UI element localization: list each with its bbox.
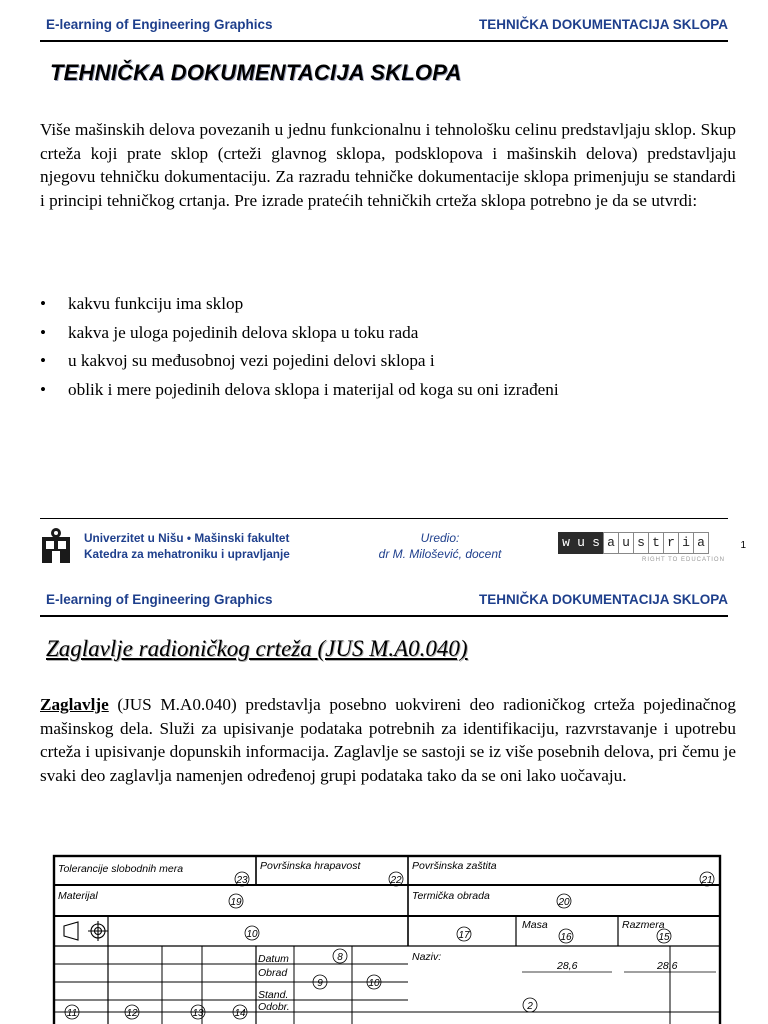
university-name: Univerzitet u Nišu • Mašinski fakultet xyxy=(84,531,290,545)
slide-footer xyxy=(40,520,746,570)
slide-header xyxy=(40,14,728,36)
course-title: E-learning of Engineering Graphics xyxy=(46,17,273,32)
svg-text:20: 20 xyxy=(558,897,570,908)
svg-text:16: 16 xyxy=(560,932,572,943)
ref-number xyxy=(233,1005,247,1019)
ref-number xyxy=(457,927,471,941)
date-label: Datum xyxy=(258,953,289,965)
university-info xyxy=(84,530,290,562)
ref-number xyxy=(559,929,573,943)
svg-text:19: 19 xyxy=(230,897,242,908)
material-label: Materijal xyxy=(58,890,98,902)
ref-number xyxy=(523,998,537,1012)
projection-symbol xyxy=(64,921,108,941)
ref-number xyxy=(191,1005,205,1019)
ref-number xyxy=(389,872,403,886)
ref-number xyxy=(65,1005,79,1019)
drawn-label: Obrad xyxy=(258,967,288,979)
editor-info xyxy=(370,530,510,562)
svg-text:10: 10 xyxy=(246,929,258,940)
ref-number xyxy=(557,894,571,908)
svg-text:12: 12 xyxy=(126,1008,138,1019)
svg-text:23: 23 xyxy=(236,875,248,886)
list-item: • kakva je uloga pojedinih delova sklopa u toku rada xyxy=(40,321,640,345)
intro-paragraph: Više mašinskih delova povezanih u jednu funkcionalnu i tehnološku celinu predstavljaju sklop. Skup crteža koji prate sklop (crteži glavnog sklopa, podsklopova i mašinskih delova) predstavljaju njegovu tehničku dokumentaciju. Za razradu tehničke dokumentacije sklopa primenjuju se standardi i principi tehničkog crtanja. Pre izrade pratećih tehničkih crteža sklopa potrebno je da se utvrdi: xyxy=(40,120,736,210)
ref-number xyxy=(229,894,243,908)
department-name: Katedra za mehatroniku i upravljanje xyxy=(84,547,290,561)
svg-text:11: 11 xyxy=(66,1008,78,1019)
section-title: TEHNIČKA DOKUMENTACIJA SKLOPA xyxy=(479,17,728,32)
mass-label: Masa xyxy=(522,919,548,931)
mass-dimension: 28,6 xyxy=(557,960,578,972)
title-block-paragraph xyxy=(40,693,736,787)
svg-text:14: 14 xyxy=(234,1008,246,1019)
standard-label: Stand. xyxy=(258,989,289,1001)
editor-name: dr M. Milošević, docent xyxy=(378,547,502,561)
logo-tagline: RIGHT TO EDUCATION xyxy=(642,557,725,563)
ref-number xyxy=(657,929,671,943)
header-divider xyxy=(40,615,728,617)
ref-number xyxy=(125,1005,139,1019)
svg-text:9: 9 xyxy=(317,978,323,989)
wus-austria-logo: w u s a u s t r i a xyxy=(558,532,708,554)
svg-text:15: 15 xyxy=(658,932,670,943)
tolerance-label: Tolerancije slobodnih mera xyxy=(58,863,184,875)
svg-text:13: 13 xyxy=(192,1008,204,1019)
ref-number xyxy=(235,872,249,886)
title-block-drawing xyxy=(52,852,722,1024)
slide-title: Zaglavlje radioničkog crteža (JUS M.A0.040) xyxy=(46,636,468,661)
paragraph-text: (JUS M.A0.040) predstavlja posebno uokvireni deo radioničkog crteža pojedinačnog mašinskog dela. Služi za upisivanje podataka potrebnih za identifikaciju, razvrstavanje i upotrebu crteža i upisivanje dopunskih informacija. Zaglavlje se sastoji se iz više posebnih delova, pri čemu je svaki deo zaglavlja namenjen određenoj grupi podataka tako da se oni lako uočavaju. xyxy=(40,695,736,785)
slide-title: TEHNIČKA DOKUMENTACIJA SKLOPA xyxy=(50,60,462,85)
scale-dimension: 28,6 xyxy=(657,960,678,972)
editor-label: Uredio: xyxy=(420,531,460,545)
ref-number xyxy=(700,872,714,886)
requirements-list xyxy=(40,292,640,406)
ref-number xyxy=(367,975,381,989)
section-title: TEHNIČKA DOKUMENTACIJA SKLOPA xyxy=(479,592,728,607)
course-title: E-learning of Engineering Graphics xyxy=(46,592,273,607)
scale-label: Razmera xyxy=(622,919,665,931)
footer-divider xyxy=(40,518,728,519)
svg-text:22: 22 xyxy=(390,875,402,886)
heat-treatment-label: Termička obrada xyxy=(412,890,490,902)
university-logo xyxy=(40,527,72,565)
list-item: • kakvu funkciju ima sklop xyxy=(40,292,640,316)
svg-text:21: 21 xyxy=(701,875,713,886)
term: Zaglavlje xyxy=(40,695,109,714)
roughness-label: Površinska hrapavost xyxy=(260,860,361,872)
slide-header xyxy=(40,589,728,611)
protection-label: Površinska zaštita xyxy=(412,860,497,872)
ref-number xyxy=(333,949,347,963)
approved-label: Odobr. xyxy=(258,1001,290,1013)
page-number: 1 xyxy=(740,540,746,551)
svg-text:10: 10 xyxy=(368,978,380,989)
name-label: Naziv: xyxy=(412,951,442,963)
svg-text:8: 8 xyxy=(337,952,343,963)
ref-number xyxy=(245,926,259,940)
header-divider xyxy=(40,40,728,42)
svg-text:17: 17 xyxy=(458,930,470,941)
list-item: • u kakvoj su međusobnoj vezi pojedini delovi sklopa i xyxy=(40,349,640,373)
list-item: • oblik i mere pojedinih delova sklopa i materijal od koga su oni izrađeni xyxy=(40,378,640,402)
svg-text:2: 2 xyxy=(527,1001,533,1012)
